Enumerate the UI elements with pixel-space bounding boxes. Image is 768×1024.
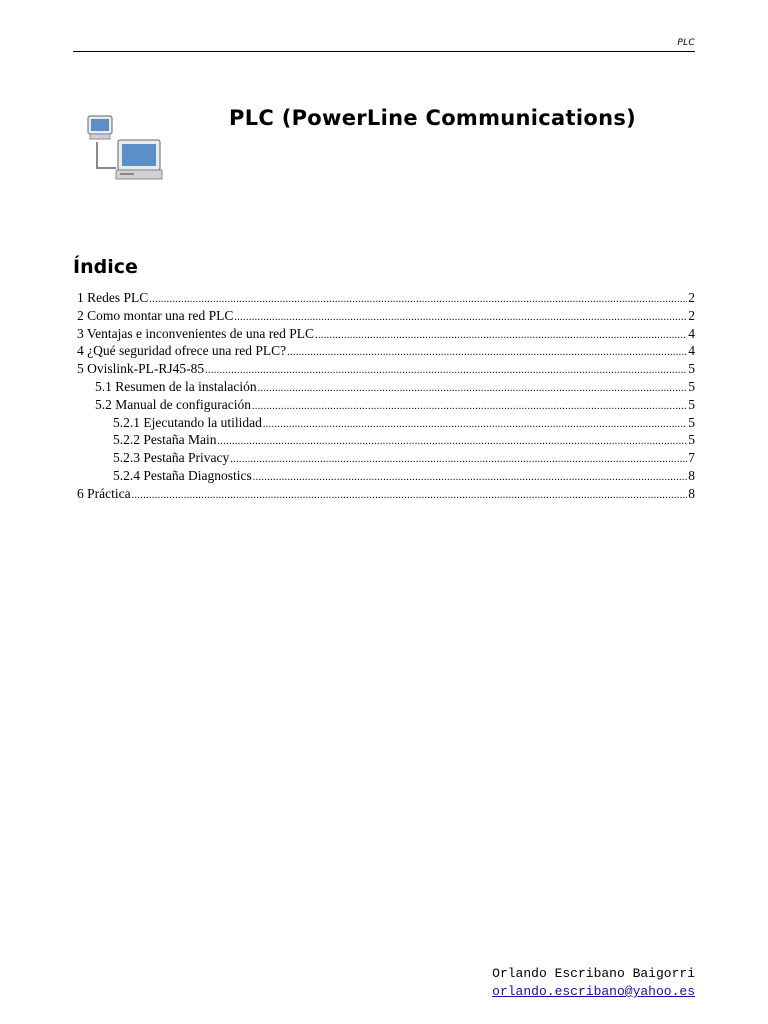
toc-entry-page: 4 bbox=[688, 325, 695, 341]
document-title: PLC (PowerLine Communications) bbox=[229, 106, 637, 130]
running-header: PLC bbox=[677, 38, 695, 48]
toc-entry-label: 2 Como montar una red PLC bbox=[77, 307, 234, 323]
toc-entry-page: 5 bbox=[688, 432, 695, 448]
toc-entry-page: 2 bbox=[688, 290, 695, 305]
toc-entry[interactable] bbox=[77, 485, 695, 503]
toc-entry[interactable] bbox=[77, 431, 695, 449]
toc-entry-page: 5 bbox=[688, 396, 695, 412]
author-block bbox=[492, 965, 695, 1001]
toc-entry-label: 5.2.2 Pestaña Main bbox=[113, 432, 217, 448]
toc-entry-page: 5 bbox=[688, 361, 695, 377]
toc-entry[interactable] bbox=[77, 307, 695, 325]
table-of-contents bbox=[77, 289, 695, 503]
toc-entry[interactable] bbox=[77, 467, 695, 485]
network-computers-icon bbox=[80, 112, 170, 192]
toc-entry-page: 5 bbox=[688, 378, 695, 394]
toc-entry-label: 3 Ventajas e inconvenientes de una red PLC bbox=[77, 325, 315, 341]
toc-entry[interactable] bbox=[77, 289, 695, 307]
toc-entry[interactable] bbox=[77, 449, 695, 467]
toc-heading: Índice bbox=[73, 256, 138, 278]
toc-entry-label: 1 Redes PLC bbox=[77, 290, 149, 305]
toc-entry-label: 5.2.1 Ejecutando la utilidad bbox=[113, 414, 262, 430]
toc-leader bbox=[132, 485, 688, 505]
toc-entry-page: 5 bbox=[688, 414, 695, 430]
toc-entry-label: 5 Ovislink-PL-RJ45-85 bbox=[77, 361, 205, 377]
toc-entry-page: 4 bbox=[688, 343, 695, 359]
toc-entry[interactable] bbox=[77, 396, 695, 414]
author-name: Orlando Escribano Baigorri bbox=[492, 966, 695, 981]
toc-entry-label: 6 Práctica bbox=[77, 485, 131, 501]
author-email-link[interactable]: orlando.escribano@yahoo.es bbox=[492, 984, 695, 999]
toc-entry-label: 5.2 Manual de configuración bbox=[95, 396, 251, 412]
toc-entry[interactable] bbox=[77, 378, 695, 396]
toc-entry[interactable] bbox=[77, 325, 695, 343]
toc-entry-label: 5.2.4 Pestaña Diagnostics bbox=[113, 467, 252, 483]
toc-entry-label: 5.1 Resumen de la instalación bbox=[95, 378, 257, 394]
toc-entry-page: 8 bbox=[688, 485, 695, 501]
toc-entry-page: 8 bbox=[688, 467, 695, 483]
header-divider bbox=[73, 51, 695, 52]
toc-entry[interactable] bbox=[77, 360, 695, 378]
toc-entry-page: 7 bbox=[688, 450, 695, 466]
toc-entry[interactable] bbox=[77, 342, 695, 360]
toc-entry-label: 4 ¿Qué seguridad ofrece una red PLC? bbox=[77, 343, 287, 359]
toc-entry-page: 2 bbox=[688, 307, 695, 323]
toc-entry-label: 5.2.3 Pestaña Privacy bbox=[113, 450, 230, 466]
toc-entry[interactable] bbox=[77, 414, 695, 432]
